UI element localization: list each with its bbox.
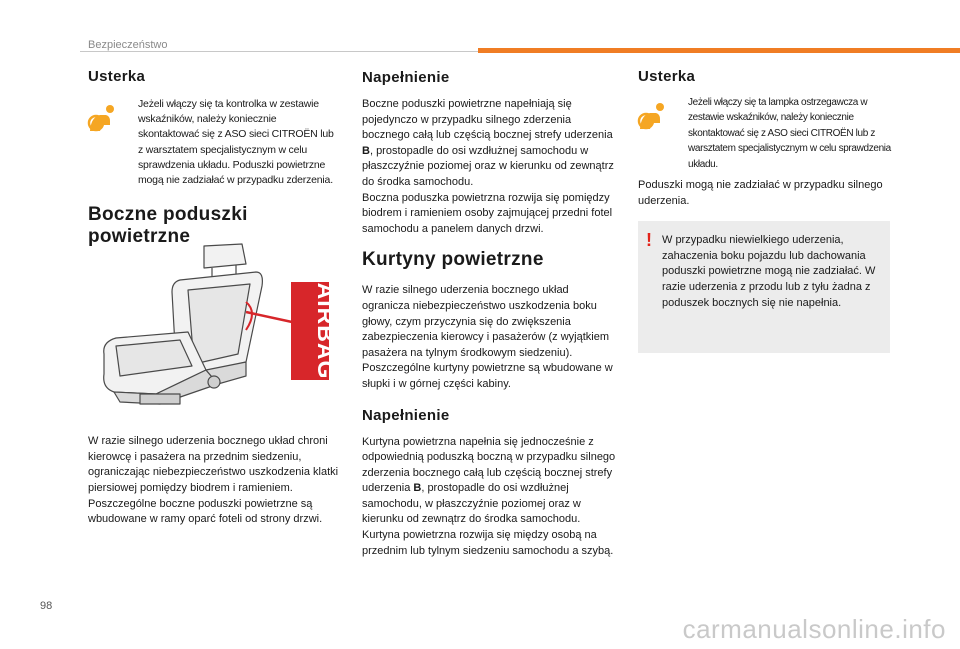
- airbag-label: AIRBAG: [313, 282, 339, 380]
- section-title: Bezpieczeństwo: [88, 39, 168, 51]
- alert-text: W przypadku niewielkiego uderzenia, zahaczenia boku pojazdu lub dachowania poduszki powietrzne mogą nie zadziałać. W razie uderzenia z przodu lub z tyłu żadna z poduszek bocznych się nie napełnia.: [662, 234, 876, 309]
- heading-napelnienie-2: Napełnienie: [362, 406, 450, 424]
- page-number: 98: [40, 600, 53, 612]
- warning-text-2: Jeżeli włączy się ta lampka ostrzegawcza w zestawie wskaźników, należy koniecznie skontaktować się z ASO sieci CITROËN lub z warsztatem specjalistycznym w celu sprawdzenia układu.: [688, 97, 891, 170]
- seat-airbag-illustration: [96, 242, 339, 412]
- warning-block-2: [638, 95, 896, 172]
- column-right: [638, 60, 896, 353]
- heading-usterka: Usterka: [88, 68, 146, 85]
- alert-box: [638, 221, 890, 353]
- body-napelnienie-2: Kurtyna powietrzna napełnia się jednocześnie z odpowiednią poduszką boczną w przypadku silnego zderzenia bocznego całą lub częścią bocznej strefy uderzenia B, prostopadle do osi wzdłużnej samochodu, w płaszczyźnie poziomej oraz w kierunku od zewnątrz do środka samochodu. Kurtyna powietrzna rozwija się między osobą na przednim lub tylnym siedzeniu samochodu a szybą.: [362, 435, 616, 557]
- watermark: carmanualsonline.info: [682, 614, 946, 644]
- body-poduszki: Poduszki mogą nie zadziałać w przypadku silnego uderzenia.: [638, 179, 883, 207]
- header-rule: [80, 51, 478, 52]
- body-napelnienie-1: Boczne poduszki powietrzne napełniają się pojedynczo w przypadku silnego zderzenia bocznego całą lub częścią bocznej strefy uderzenia B, prostopadle do osi wzdłużnej samochodu w płaszczyźnie poziomej oraz w kierunku od zewnątrz do środka samochodu. Boczna poduszka powietrzna rozwija się pomiędzy biodrem i ramieniem osoby zajmującej przedni fotel samochodu a panelem danych drzwi.: [362, 98, 614, 235]
- heading-napelnienie-1: Napełnienie: [362, 69, 450, 86]
- body-kurtyny: W razie silnego uderzenia bocznego układ ogranicza niebezpieczeństwo uszkodzenia boku głowy, czym przyczynia się do zwiększenia zabezpieczenia kierowcy i pasażerów (z wyjątkiem pasażera na tylnym środkowym siedzeniu). Poszczególne kurtyny powietrzne są wbudowane w słupki i w górnej części kabiny.: [362, 284, 613, 390]
- heading-kurtyny: Kurtyny powietrzne: [362, 249, 544, 271]
- warning-text: Jeżeli włączy się ta kontrolka w zestawie wskaźników, należy koniecznie skontaktować się z ASO sieci CITROËN lub z warsztatem specjalistycznym w celu sprawdzenia układu. Poduszki powietrzne mogą nie zadziałać w przypadku zderzenia.: [138, 98, 334, 187]
- heading-usterka-2: Usterka: [638, 68, 696, 85]
- body-boczne: W razie silnego uderzenia bocznego układ chroni kierowcę i pasażera na przednim siedzeniu, ograniczając niebezpieczeństwo uszkodzenia klatki piersiowej pomiędzy biodrem i ramieniem. Poszczególne boczne poduszki powietrzne są wbudowane w ramy oparć foteli od strony drzwi.: [88, 435, 339, 526]
- column-middle: [362, 60, 618, 559]
- airbag-warning-icon: [88, 103, 120, 133]
- warning-block: [88, 97, 340, 188]
- exclamation-icon: !: [646, 230, 652, 251]
- airbag-warning-icon: [638, 101, 670, 131]
- heading-boczne-poduszki: Boczne poduszki powietrzne: [88, 204, 248, 248]
- header-accent-bar: [478, 48, 960, 53]
